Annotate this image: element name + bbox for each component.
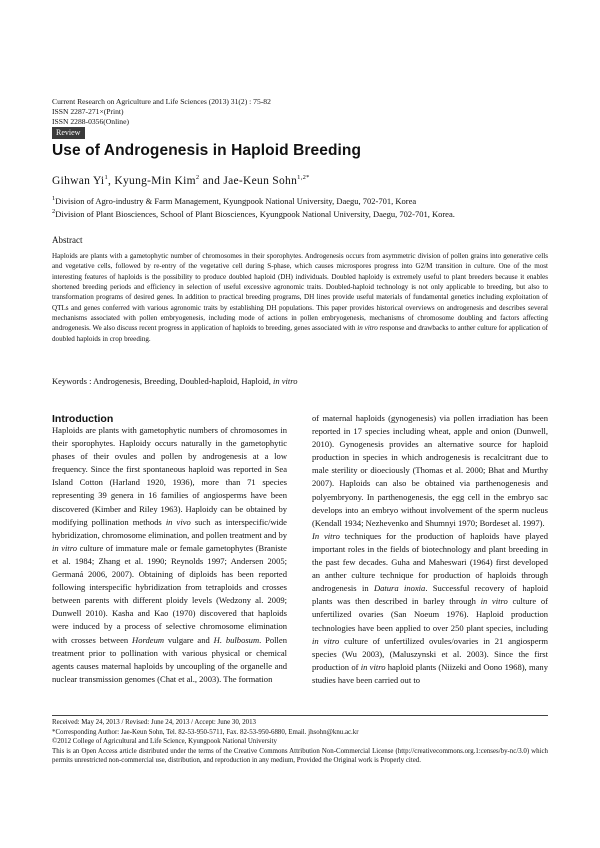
- affiliation-sup: 2: [52, 208, 56, 215]
- body-italic: in vitro: [480, 596, 508, 607]
- body-text: vulgare and: [164, 634, 214, 645]
- affiliation: [52, 206, 455, 220]
- body-italic: Hordeum: [132, 634, 165, 645]
- footer-corresponding: *Corresponding Author: Jae-Keun Sohn, Tel. 82-53-950-5711, Fax. 82-53-950-6880, Email. jhsohn@knu.ac.kr: [52, 728, 359, 736]
- keywords: [52, 376, 297, 386]
- body-text: . Pollen treatment prior to pollination with various physical or chemical agents causes maternal haploids by uncoupling of the organelle and nuclear transmission genomes (Chat et al., 2003). The formation: [52, 634, 287, 684]
- author-affil-sup: 1: [104, 174, 108, 181]
- footer-divider: [52, 715, 548, 716]
- intro-paragraph: [52, 424, 287, 686]
- footer-notes: [52, 718, 548, 766]
- abstract-italic: in vitro: [357, 324, 378, 333]
- intro-paragraph: [312, 530, 548, 687]
- issn-online: ISSN 2288-0356(Online): [52, 117, 129, 126]
- body-italic: in vitro: [52, 542, 78, 553]
- body-text: haploid plants (Niizeki and Oono 1968), many studies have been carried out to: [312, 661, 548, 685]
- author-separator: and: [199, 174, 224, 187]
- keywords-label: Keywords :: [52, 376, 94, 386]
- abstract-text: response and drawbacks to anther culture for application of doubled haploids in crop breeding.: [52, 324, 548, 343]
- footer-received: Received: May 24, 2013 / Revised: June 24, 2013 / Accept: June 30, 2013: [52, 719, 257, 726]
- body-text: such as interspecific/wide hybridization, chromosome elimination, and pollen treatment and by: [52, 516, 287, 540]
- body-italic: in vitro: [312, 635, 340, 646]
- abstract-text: Haploids are plants with a gametophytic number of chromosomes in their sporophytes. Androgenesis occurs from asymmetric division of pollen grains into generative cells and vegetative cells, followed by re-entry of the vegetative cell during S-phase, which causes microspores progress into G2/M transition in culture. One of the most interesting features of haploids is the possibility to produce doubled haploid (DH) individuals. Doubled haploidy is extremely useful to plant breeders because it enables shortened breeding periods and efficiency in selection of useful excessive agronomic traits. Doubled-haploid technology is not only applicable to breeding, but also to transformation programs of desired genes. In addition to practical breeding programs, DH lines provide useful materials of fundamental genetics including exploitation of QTLs and genes conferred with various agronomic traits by establishing DH populations. This paper provides historical overviews on androgenesis and describes several mechanisms associated with pollen embryogenesis, including mode of actions in pollen embryogenesis, mechanisms of chromosome doubling and factors affecting androgenesis. We also discuss recent progress in application of haploids to breeding, genes associated with: [52, 252, 548, 333]
- author-affil-sup: 1,2*: [297, 174, 310, 181]
- keywords-italic: in vitro: [272, 376, 298, 386]
- author-affil-sup: 2: [195, 174, 200, 181]
- affiliation: [52, 193, 416, 207]
- affiliation-sup: 1: [52, 195, 56, 202]
- abstract-body: [52, 251, 548, 344]
- intro-paragraph: of maternal haploids (gynogenesis) via pollen irradiation has been reported in 17 species including wheat, apple and onion (Dunwell, 2010). Gynogenesis provides an alternative source for haploid production in species in which androgenesis is recalcitrant due to male sterility or dioeciously (Thomas et al. 2000; Bhat and Murthy 2007). Haploids can also be obtained via parthenogenesis and polyembryony. In parthenogenesis, the egg cell in the embryo sac develops into an embryo without involvement of the sperm nucleus (Kendall 1934; Nezhevenko and Shumnyi 1970; Bordeset al. 1997).: [312, 413, 548, 528]
- paper-title: Use of Androgenesis in Haploid Breeding: [52, 142, 362, 159]
- author-name: Gihwan Yi: [52, 174, 105, 187]
- body-text: culture of unfertilized ovaries (San Noeum 1976). Haploid production technologies have been applied to over 250 plant species, including: [312, 596, 548, 633]
- author-list: [52, 174, 310, 187]
- intro-right-column: [312, 412, 548, 687]
- article-type-badge: Review: [52, 127, 85, 139]
- intro-left-column: [52, 424, 287, 686]
- journal-citation: Current Research on Agriculture and Life Sciences (2013) 31(2) : 75-82: [52, 97, 271, 106]
- body-italic: in vivo: [165, 516, 191, 527]
- journal-header: [52, 97, 271, 127]
- section-heading-introduction: Introduction: [52, 413, 114, 425]
- affiliation-text: Division of Agro-industry & Farm Management, Kyungpook National University, Daegu, 702-701, Korea: [55, 195, 417, 206]
- body-italic: Datura inoxia: [373, 583, 426, 594]
- body-italic: in vitro: [360, 661, 386, 672]
- body-text: Haploids are plants with gametophytic numbers of chromosomes in their sporophytes. Haploidy occurs naturally in the gametophytic phases of their ovules and pollen by androgenesis at a low frequency. Since the first spontaneous haploid was reported in Sea Island Cotton (Harland 1920, 1936), more than 71 species representing 39 genera in 16 families of angiosperms have been discovered (Kimber and Riley 1963). Haploidy can be obtained by modifying pollination methods: [52, 425, 287, 527]
- body-text: . Successful recovery of haploid plants was then described in barley through: [312, 583, 548, 607]
- body-text: culture of unfertilized ovules/ovaries in 21 angiosperm species (Wu 2003), (Maluszynski et al. 2003). Since the first production of: [312, 635, 548, 672]
- abstract-heading: Abstract: [52, 235, 83, 245]
- author-separator: ,: [108, 174, 115, 187]
- issn-print: ISSN 2287-271×(Print): [52, 107, 124, 116]
- author-name: Kyung-Min Kim: [114, 174, 196, 187]
- body-italic: H. bulbosum: [213, 634, 260, 645]
- body-italic: In vitro: [312, 530, 340, 541]
- footer-license: This is an Open Access article distributed under the terms of the Creative Commons Attribution Non-Commercial License (http://creativecommons.org.1:censes/by-nc/3.0) which permits unrestricted non-commercial use, distribution, and reproduction in any medium, Provided the Original work is Properly cited.: [52, 747, 548, 765]
- footer-copyright: ©2012 College of Agricultural and Life Science, Kyungpook National University: [52, 738, 277, 746]
- author-name: Jae-Keun Sohn: [223, 174, 298, 187]
- affiliation-text: Division of Plant Biosciences, School of Plant Biosciences, Kyungpook National University, Daegu, 702-701, Korea.: [55, 208, 455, 219]
- body-text: techniques for the production of haploids have played important roles in the fields of biotechnology and plant breeding in the past few decades. Guha and Maheswari (1964) first developed an anther culture technique for production of haploids through androgenesis in: [312, 530, 548, 594]
- body-text: culture of immature male or female gametophytes (Braniste et al. 1984; Zhang et al. 1990; Reynolds 1997; Andersen 2005; Germaná 2006, 2007). Obtaining of diploids has been reported following interspecific hybridization from tetraploids and crosses between parents with different ploidy levels (Wedzony al. 2009; Dunwell 2010). Kasha and Kao (1970) discovered that haploids were induced by a process of selective chromosome elimination with crosses between: [52, 542, 287, 645]
- keywords-text: Androgenesis, Breeding, Doubled-haploid, Haploid,: [93, 376, 273, 386]
